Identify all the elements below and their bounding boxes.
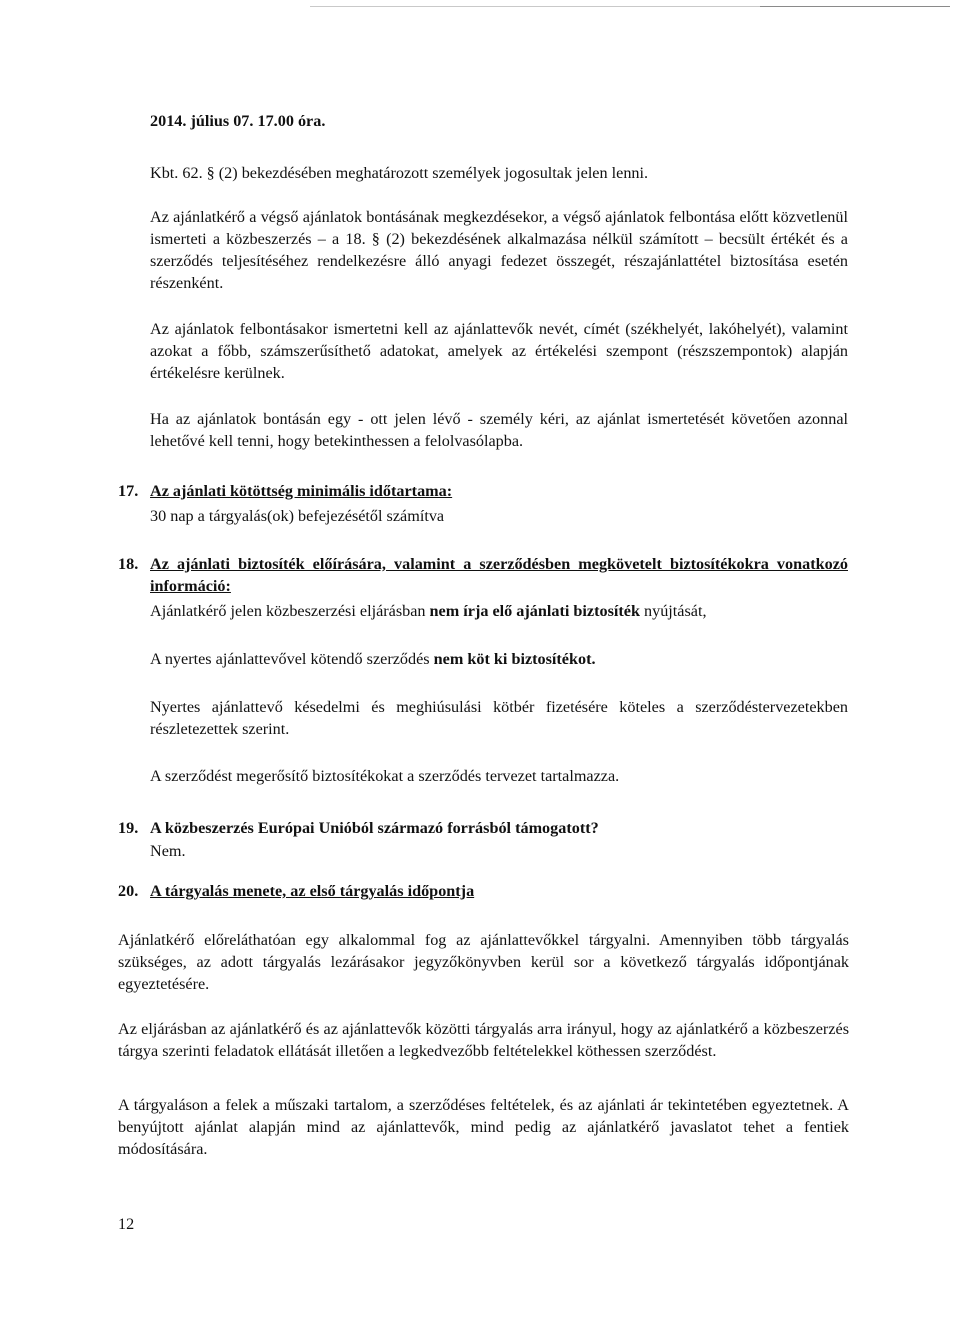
section-19-value: Nem.: [150, 842, 186, 860]
paragraph-opening: Az ajánlatok felbontásakor ismertetni kell az ajánlattevők nevét, címét (székhelyét, lakóhelyét), valamint azokat a főbb, számszerűsíthető adatokat, amelyek az értékelési szempont (részszempontok) alapján értékelésre kerülnek.: [150, 320, 848, 382]
section-18-number: 18.: [118, 555, 139, 573]
section-17: [150, 480, 848, 527]
section-20-paragraph-3: A tárgyaláson a felek a műszaki tartalom, a szerződéses feltételek, és az ajánlati ár tekintetében egyeztetnek. A benyújtott ajánlat alapján mind az ajánlattevők, mind pedig az ajánlatkérő javaslatot tehet a fentiek módosítására.: [118, 1096, 849, 1158]
date-line: 2014. július 07. 17.00 óra.: [150, 112, 326, 130]
paragraph-kbt: Kbt. 62. § (2) bekezdésében meghatározott személyek jogosultak jelen lenni.: [150, 164, 649, 182]
section-18-line-2: A nyertes ajánlattevővel kötendő szerződés nem köt ki biztosítékot.: [150, 650, 596, 668]
paragraph-final-offers: Az ajánlatkérő a végső ajánlatok bontásának megkezdésekor, a végső ajánlatok felbontása előtt közvetlenül ismerteti a közbeszerzés – a 18. § (2) bekezdésének alkalmazása nélkül számított – becsült értékét és a szerződés teljesítéséhez rendelkezésre álló anyagi fedezet összegét, részajánlattétel biztosítása esetén részenként.: [150, 208, 848, 292]
section-20-paragraph-1: Ajánlatkérő előreláthatóan egy alkalommal fog az ajánlattevőkkel tárgyalni. Amennyiben több tárgyalás szükséges, az adott tárgyalás lezárásakor jegyzőkönyvben kerül sor a következő tárgyalás időpontjának egyeztetésére.: [118, 931, 849, 993]
section-18-line-2-bold: nem köt ki biztosítékot.: [433, 650, 596, 668]
section-17-number: 17.: [118, 482, 139, 500]
section-17-value: 30 nap a tárgyalás(ok) befejezésétől számítva: [150, 507, 445, 525]
section-19-number: 19.: [118, 819, 139, 837]
page-number: 12: [118, 1215, 135, 1233]
section-18-line-4: A szerződést megerősítő biztosítékokat a szerződés tervezet tartalmazza.: [150, 767, 620, 785]
section-18-line-1-bold: nem írja elő ajánlati biztosíték: [429, 602, 640, 620]
scan-edge-line: [760, 6, 950, 7]
section-20-number: 20.: [118, 882, 139, 900]
section-19: [150, 817, 848, 862]
section-20-paragraph-2: Az eljárásban az ajánlatkérő és az ajánlattevők közötti tárgyalás arra irányul, hogy az ajánlatkérő a közbeszerzés tárgya szerinti feladatok ellátását illetően a legkedvezőbb feltételekkel köthessen szerződést.: [118, 1020, 849, 1060]
section-18-line-1: Ajánlatkérő jelen közbeszerzési eljárásban nem írja elő ajánlati biztosíték nyújtását,: [150, 602, 707, 620]
section-17-title: Az ajánlati kötöttség minimális időtartama:: [150, 482, 453, 500]
section-18-line-3: Nyertes ajánlattevő késedelmi és meghiúsulási kötbér fizetésére köteles a szerződéstervezetekben részletezettek szerint.: [150, 698, 848, 738]
section-18-title: Az ajánlati biztosíték előírására, valamint a szerződésben megkövetelt biztosítékokra vonatkozó információ:: [150, 555, 848, 595]
section-19-title: A közbeszerzés Európai Unióból származó forrásból támogatott?: [150, 819, 599, 837]
paragraph-request: Ha az ajánlatok bontásán egy - ott jelen lévő - személy kéri, az ajánlat ismertetését követően azonnal lehetővé kell tenni, hogy betekinthessen a felolvasólapba.: [150, 410, 848, 450]
section-18: [150, 553, 848, 622]
section-20-title: A tárgyalás menete, az első tárgyalás időpontja: [150, 882, 475, 900]
